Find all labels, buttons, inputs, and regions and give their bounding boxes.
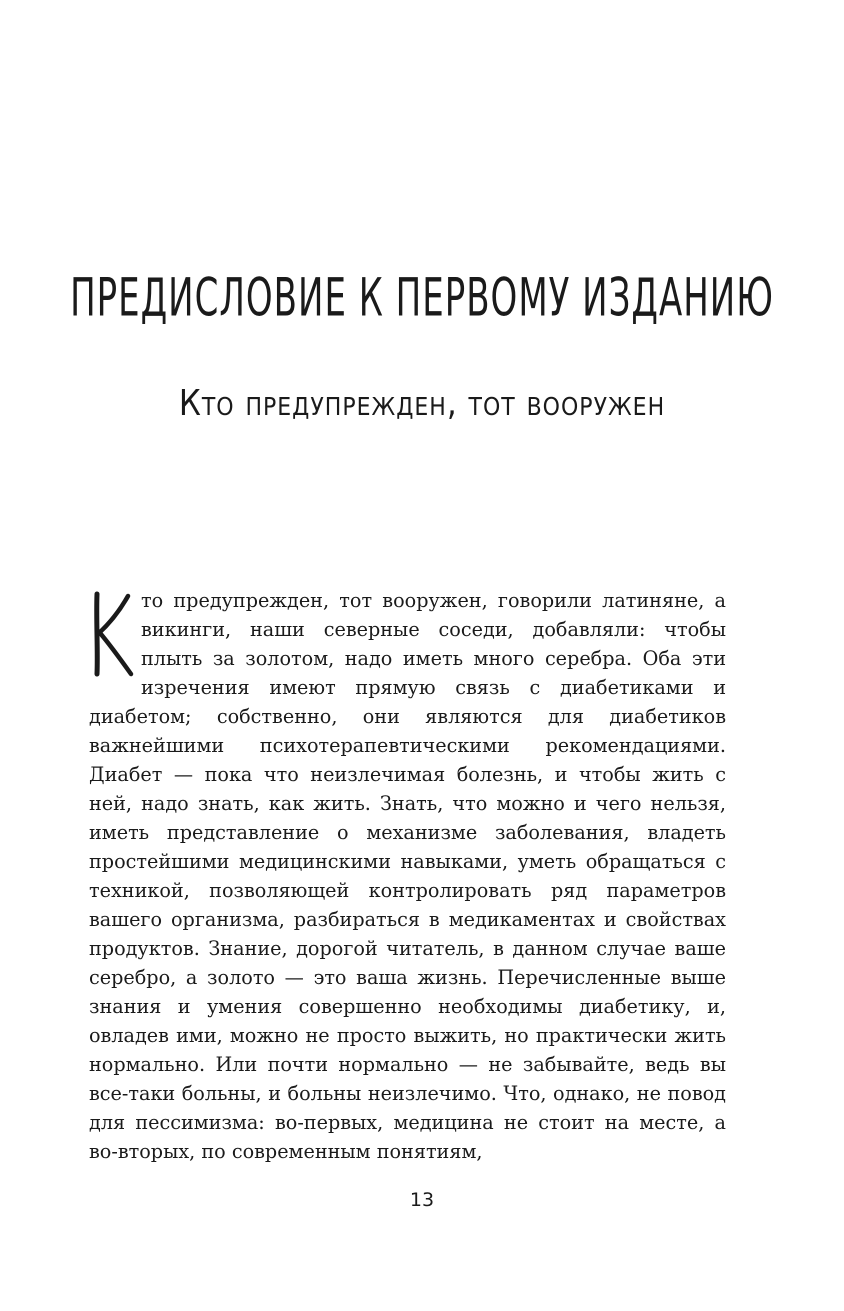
body-paragraph: то предупрежден, тот вооружен, говорили латиняне, а викинги, наши северные соседи, добавляли: чтобы плыть за золотом, надо иметь много серебра. Оба эти изречения имеют прямую связь с диабетиками и диабетом; собственно, они являются для диабетиков важнейшими психотерапевтическими рекомендациями. Диабет — пока что неизлечимая болезнь, и чтобы жить с ней, надо знать, как жить. Знать, что можно и чего нельзя, иметь представление о механизме заболевания, владеть простейшими медицинскими навыками, уметь обращаться с техникой, позволяющей контролировать ряд параметров вашего организма, разбираться в медикаментах и свойствах продуктов. Знание, дорогой читатель, в данном случае ваше серебро, а золото — это ваша жизнь. Перечисленные выше знания и умения совершенно необходимы диабетику, и, овладев ими, можно не просто выжить, но практически жить нормально. Или почти нормально — не забывайте, ведь вы все-таки больны, и больны неизлечимо. Что, однако, не повод для пессимизма: во-первых, медицина не стоит на месте, а во-вторых, по современным понятиям, [89, 589, 726, 1163]
page-number: 13 [409, 1189, 435, 1211]
drop-cap [89, 590, 135, 678]
drop-cap-letter-glyph [89, 590, 135, 678]
chapter-subtitle: Кто предупрежден, тот вооружен [178, 382, 666, 424]
body-text-block [89, 586, 726, 1166]
chapter-title: ПРЕДИСЛОВИЕ К ПЕРВОМУ ИЗДАНИЮ [70, 267, 774, 330]
